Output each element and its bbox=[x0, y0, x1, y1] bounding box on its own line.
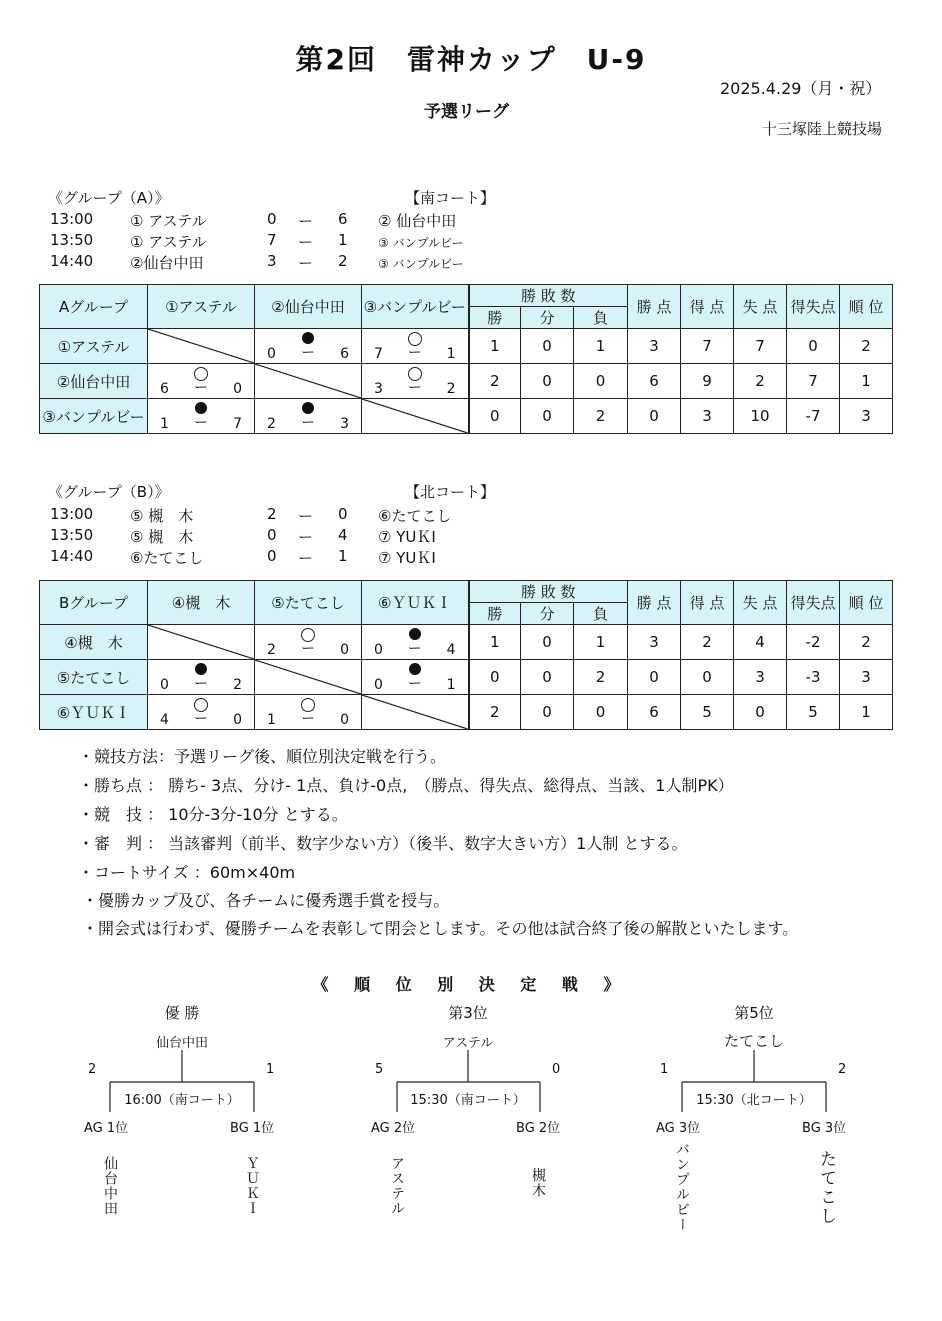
result-score-against: 1 bbox=[446, 677, 456, 693]
note-line: ・競技方法：予選リーグ後、順位別決定戦を行う。 bbox=[78, 747, 447, 766]
wdl-subheader: 分 bbox=[521, 307, 574, 329]
stat-value: -3 bbox=[787, 660, 840, 695]
result-score-against: 7 bbox=[233, 416, 242, 432]
result-score-against: 0 bbox=[340, 642, 349, 658]
result-score-against: 6 bbox=[340, 346, 349, 362]
result-score-against: 0 bbox=[340, 712, 349, 728]
result-score-for: 6 bbox=[160, 381, 169, 397]
match-away-team: ② 仙台中田 bbox=[378, 212, 457, 230]
win-draw-loss-header: 勝 敗 数 bbox=[469, 581, 628, 603]
stat-value: 1 bbox=[840, 695, 893, 730]
bracket-heading: 第3位 bbox=[448, 1004, 488, 1022]
column-team-header: ②仙台中田 bbox=[255, 285, 362, 329]
stat-value: 7 bbox=[787, 364, 840, 399]
stat-header: 得 点 bbox=[681, 285, 734, 329]
stat-value: 2 bbox=[840, 329, 893, 364]
note-line: ・優勝カップ及び、各チームに優秀選手賞を授与。 bbox=[82, 891, 450, 910]
result-score-for: 0 bbox=[374, 677, 383, 693]
result-dash: ー bbox=[194, 711, 208, 727]
match-away-team: ③ バンプルビー bbox=[378, 236, 464, 250]
match-dash: ー bbox=[298, 254, 314, 272]
match-home-team: ②仙台中田 bbox=[130, 254, 204, 272]
match-home-score: 7 bbox=[267, 231, 277, 249]
venue-name: 十三塚陸上競技場 bbox=[762, 120, 883, 138]
column-team-header: ③バンプルビー bbox=[362, 285, 469, 329]
finals-title: 《 順 位 別 決 定 戦 》 bbox=[312, 975, 630, 994]
stat-value: 9 bbox=[681, 364, 734, 399]
stat-value: 5 bbox=[681, 695, 734, 730]
group-b-court: 【北コート】 bbox=[405, 483, 496, 501]
result-dash: ー bbox=[301, 345, 315, 361]
stat-value: 2 bbox=[469, 364, 521, 399]
result-score-for: 0 bbox=[267, 346, 276, 362]
match-dash: ー bbox=[298, 549, 314, 567]
stat-value: 1 bbox=[469, 329, 521, 364]
match-away-team: ⑦ YUＫI bbox=[378, 549, 436, 567]
stat-value: -7 bbox=[787, 399, 840, 434]
match-home-score: 2 bbox=[267, 505, 277, 523]
result-score-against: 4 bbox=[446, 642, 456, 658]
bracket-winner: たてこし bbox=[723, 1032, 784, 1050]
match-home-team: ⑤ 槻 木 bbox=[130, 507, 194, 525]
match-home-team: ⑤ 槻 木 bbox=[130, 528, 194, 546]
stat-value: 0 bbox=[628, 660, 681, 695]
stat-value: 0 bbox=[628, 399, 681, 434]
match-home-score: 0 bbox=[267, 210, 277, 228]
match-dash: ー bbox=[298, 212, 314, 230]
stat-value: 0 bbox=[521, 660, 574, 695]
column-team-header: ①アステル bbox=[148, 285, 255, 329]
result-dash: ー bbox=[194, 380, 208, 396]
result-dash: ー bbox=[407, 380, 422, 396]
match-away-team: ③ バンプルビー bbox=[378, 257, 464, 271]
stat-value: 3 bbox=[681, 399, 734, 434]
stat-value: 4 bbox=[734, 625, 787, 660]
bracket-right-seed: BG 1位 bbox=[230, 1121, 275, 1136]
stat-header: 勝 点 bbox=[628, 581, 681, 625]
group-a-court: 【南コート】 bbox=[405, 189, 496, 207]
result-score-for: 1 bbox=[267, 712, 276, 728]
bracket-right-team: 槻木 bbox=[530, 1168, 546, 1198]
stat-value: 6 bbox=[628, 695, 681, 730]
wdl-subheader: 分 bbox=[521, 603, 574, 625]
stat-header: 失 点 bbox=[734, 581, 787, 625]
match-home-score: 3 bbox=[267, 252, 277, 270]
row-team-name: ④槻 木 bbox=[40, 625, 148, 660]
result-dash: ー bbox=[407, 676, 422, 692]
stat-value: 1 bbox=[840, 364, 893, 399]
note-line: ・コートサイズ ：60m×40m bbox=[78, 863, 296, 882]
stat-value: 7 bbox=[681, 329, 734, 364]
stat-value: 3 bbox=[628, 329, 681, 364]
match-time: 13:00 bbox=[50, 210, 94, 228]
stat-value: 0 bbox=[521, 364, 574, 399]
stat-value: 3 bbox=[840, 399, 893, 434]
result-score-for: 0 bbox=[374, 642, 383, 658]
match-home-team: ① アステル bbox=[130, 233, 207, 251]
bracket-score-right: 0 bbox=[552, 1062, 561, 1077]
column-team-header: ⑥ＹＵＫＩ bbox=[362, 581, 469, 625]
stat-value: 0 bbox=[521, 399, 574, 434]
bracket-left-team: バンプルビー bbox=[674, 1142, 690, 1232]
stat-header: 順 位 bbox=[840, 285, 893, 329]
bracket-left-seed: AG 1位 bbox=[84, 1121, 129, 1136]
result-score-against: 3 bbox=[340, 416, 349, 432]
match-away-score: 2 bbox=[338, 252, 348, 270]
stat-value: 0 bbox=[469, 660, 521, 695]
row-team-name: ②仙台中田 bbox=[40, 364, 148, 399]
match-dash: ー bbox=[298, 507, 314, 525]
bracket-left-seed: AG 3位 bbox=[656, 1121, 701, 1136]
stat-value: 7 bbox=[734, 329, 787, 364]
bracket-score-right: 1 bbox=[266, 1062, 275, 1077]
match-away-score: 0 bbox=[338, 505, 348, 523]
stat-value: 3 bbox=[628, 625, 681, 660]
match-away-score: 1 bbox=[338, 547, 348, 565]
note-line: ・審 判 ： 当該審判（前半、数字少ない方）（後半、数字大きい方）1人制 とする。 bbox=[78, 834, 688, 853]
match-away-score: 1 bbox=[338, 231, 348, 249]
match-away-team: ⑥たてこし bbox=[378, 507, 452, 525]
bracket-right-seed: BG 2位 bbox=[516, 1121, 561, 1136]
bracket-left-team: 仙台中田 bbox=[102, 1156, 118, 1216]
match-home-team: ⑥たてこし bbox=[130, 549, 204, 567]
stat-value: 0 bbox=[574, 364, 628, 399]
stat-value: 0 bbox=[574, 695, 628, 730]
bracket-right-team: たてこし bbox=[816, 1150, 836, 1226]
result-score-against: 0 bbox=[233, 712, 242, 728]
bracket-match-time: 15:30（北コート） bbox=[696, 1093, 812, 1108]
stat-value: 10 bbox=[734, 399, 787, 434]
result-dash: ー bbox=[301, 415, 315, 431]
event-date: 2025.4.29（月・祝） bbox=[720, 79, 882, 98]
match-dash: ー bbox=[298, 233, 314, 251]
match-time: 14:40 bbox=[50, 547, 94, 565]
result-score-against: 1 bbox=[446, 346, 456, 362]
stat-value: 1 bbox=[574, 625, 628, 660]
result-score-for: 0 bbox=[160, 677, 169, 693]
result-score-for: 3 bbox=[374, 381, 383, 397]
bracket-right-team: ＹＵＫＩ bbox=[244, 1156, 260, 1216]
stat-value: 2 bbox=[469, 695, 521, 730]
stat-header: 順 位 bbox=[840, 581, 893, 625]
bracket-left-seed: AG 2位 bbox=[371, 1121, 416, 1136]
column-team-header: ④槻 木 bbox=[148, 581, 255, 625]
bracket-score-left: 5 bbox=[375, 1062, 384, 1077]
stat-value: 1 bbox=[469, 625, 521, 660]
stat-header: 得 点 bbox=[681, 581, 734, 625]
match-dash: ー bbox=[298, 528, 314, 546]
result-dash: ー bbox=[194, 415, 208, 431]
bracket-score-left: 2 bbox=[88, 1062, 97, 1077]
stat-value: 0 bbox=[681, 660, 734, 695]
bracket-heading: 優 勝 bbox=[164, 1004, 200, 1022]
note-line: ・競 技 ： 10分-3分-10分 とする。 bbox=[78, 805, 348, 824]
wdl-subheader: 勝 bbox=[469, 307, 521, 329]
wdl-subheader: 勝 bbox=[469, 603, 521, 625]
match-time: 13:00 bbox=[50, 505, 94, 523]
row-team-name: ①アステル bbox=[40, 329, 148, 364]
bracket-right-seed: BG 3位 bbox=[802, 1121, 847, 1136]
match-away-score: 4 bbox=[338, 526, 348, 544]
bracket-winner: 仙台中田 bbox=[155, 1036, 208, 1051]
win-draw-loss-header: 勝 敗 数 bbox=[469, 285, 628, 307]
stat-value: 6 bbox=[628, 364, 681, 399]
result-dash: ー bbox=[407, 345, 422, 361]
bracket-match-time: 16:00（南コート） bbox=[124, 1093, 240, 1108]
row-team-name: ③バンプルビー bbox=[40, 399, 148, 434]
stat-value: 2 bbox=[734, 364, 787, 399]
stat-value: 3 bbox=[734, 660, 787, 695]
bracket-winner: アステル bbox=[442, 1036, 494, 1051]
page-title: 第2回 雷神カップ U-9 bbox=[295, 43, 647, 76]
result-score-against: 0 bbox=[233, 381, 242, 397]
match-home-score: 0 bbox=[267, 526, 277, 544]
stat-header: 失 点 bbox=[734, 285, 787, 329]
row-team-name: ⑥ＹＵＫＩ bbox=[40, 695, 148, 730]
result-dash: ー bbox=[194, 676, 208, 692]
result-dash: ー bbox=[407, 641, 422, 657]
bracket-score-right: 2 bbox=[838, 1062, 847, 1077]
result-score-for: 4 bbox=[160, 712, 169, 728]
stat-header: 得失点 bbox=[787, 581, 840, 625]
section-subtitle: 予選リーグ bbox=[424, 102, 509, 122]
match-home-team: ① アステル bbox=[130, 212, 207, 230]
bracket-left-team: アステル bbox=[389, 1156, 405, 1216]
bracket-match-time: 15:30（南コート） bbox=[410, 1093, 526, 1108]
result-score-for: 2 bbox=[267, 416, 276, 432]
stat-header: 勝 点 bbox=[628, 285, 681, 329]
stat-value: 0 bbox=[469, 399, 521, 434]
wdl-subheader: 負 bbox=[574, 307, 628, 329]
note-line: ・開会式は行わず、優勝チームを表彰して閉会とします。その他は試合終了後の解散といたします。 bbox=[82, 919, 799, 938]
bracket-heading: 第5位 bbox=[734, 1004, 774, 1022]
result-score-against: 2 bbox=[446, 381, 456, 397]
table-corner-label: Aグループ bbox=[40, 285, 148, 329]
match-time: 13:50 bbox=[50, 231, 94, 249]
result-score-for: 2 bbox=[267, 642, 276, 658]
stat-value: 2 bbox=[681, 625, 734, 660]
result-dash: ー bbox=[301, 641, 315, 657]
row-team-name: ⑤たてこし bbox=[40, 660, 148, 695]
stat-value: 0 bbox=[734, 695, 787, 730]
bracket-score-left: 1 bbox=[660, 1062, 669, 1077]
stat-value: 5 bbox=[787, 695, 840, 730]
match-time: 13:50 bbox=[50, 526, 94, 544]
stat-value: 0 bbox=[787, 329, 840, 364]
note-line: ・勝ち点 ： 勝ち- 3点、分け- 1点、負け-0点, （勝点、得失点、総得点、当該、1人制PK） bbox=[78, 776, 734, 795]
stat-value: 2 bbox=[840, 625, 893, 660]
table-corner-label: Bグループ bbox=[40, 581, 148, 625]
group-a-label: 《グループ（A）》 bbox=[48, 189, 170, 207]
match-away-team: ⑦ YUＫI bbox=[378, 528, 436, 546]
column-team-header: ⑤たてこし bbox=[255, 581, 362, 625]
stat-value: 2 bbox=[574, 399, 628, 434]
match-away-score: 6 bbox=[338, 210, 348, 228]
stat-value: 0 bbox=[521, 695, 574, 730]
result-score-against: 2 bbox=[233, 677, 242, 693]
stat-value: 2 bbox=[574, 660, 628, 695]
stat-value: 3 bbox=[840, 660, 893, 695]
stat-value: 0 bbox=[521, 625, 574, 660]
match-home-score: 0 bbox=[267, 547, 277, 565]
result-dash: ー bbox=[301, 711, 315, 727]
result-score-for: 1 bbox=[160, 416, 169, 432]
group-b-label: 《グループ（B）》 bbox=[48, 483, 170, 501]
stat-value: 1 bbox=[574, 329, 628, 364]
stat-header: 得失点 bbox=[787, 285, 840, 329]
stat-value: -2 bbox=[787, 625, 840, 660]
match-time: 14:40 bbox=[50, 252, 94, 270]
wdl-subheader: 負 bbox=[574, 603, 628, 625]
result-score-for: 7 bbox=[374, 346, 383, 362]
stat-value: 0 bbox=[521, 329, 574, 364]
